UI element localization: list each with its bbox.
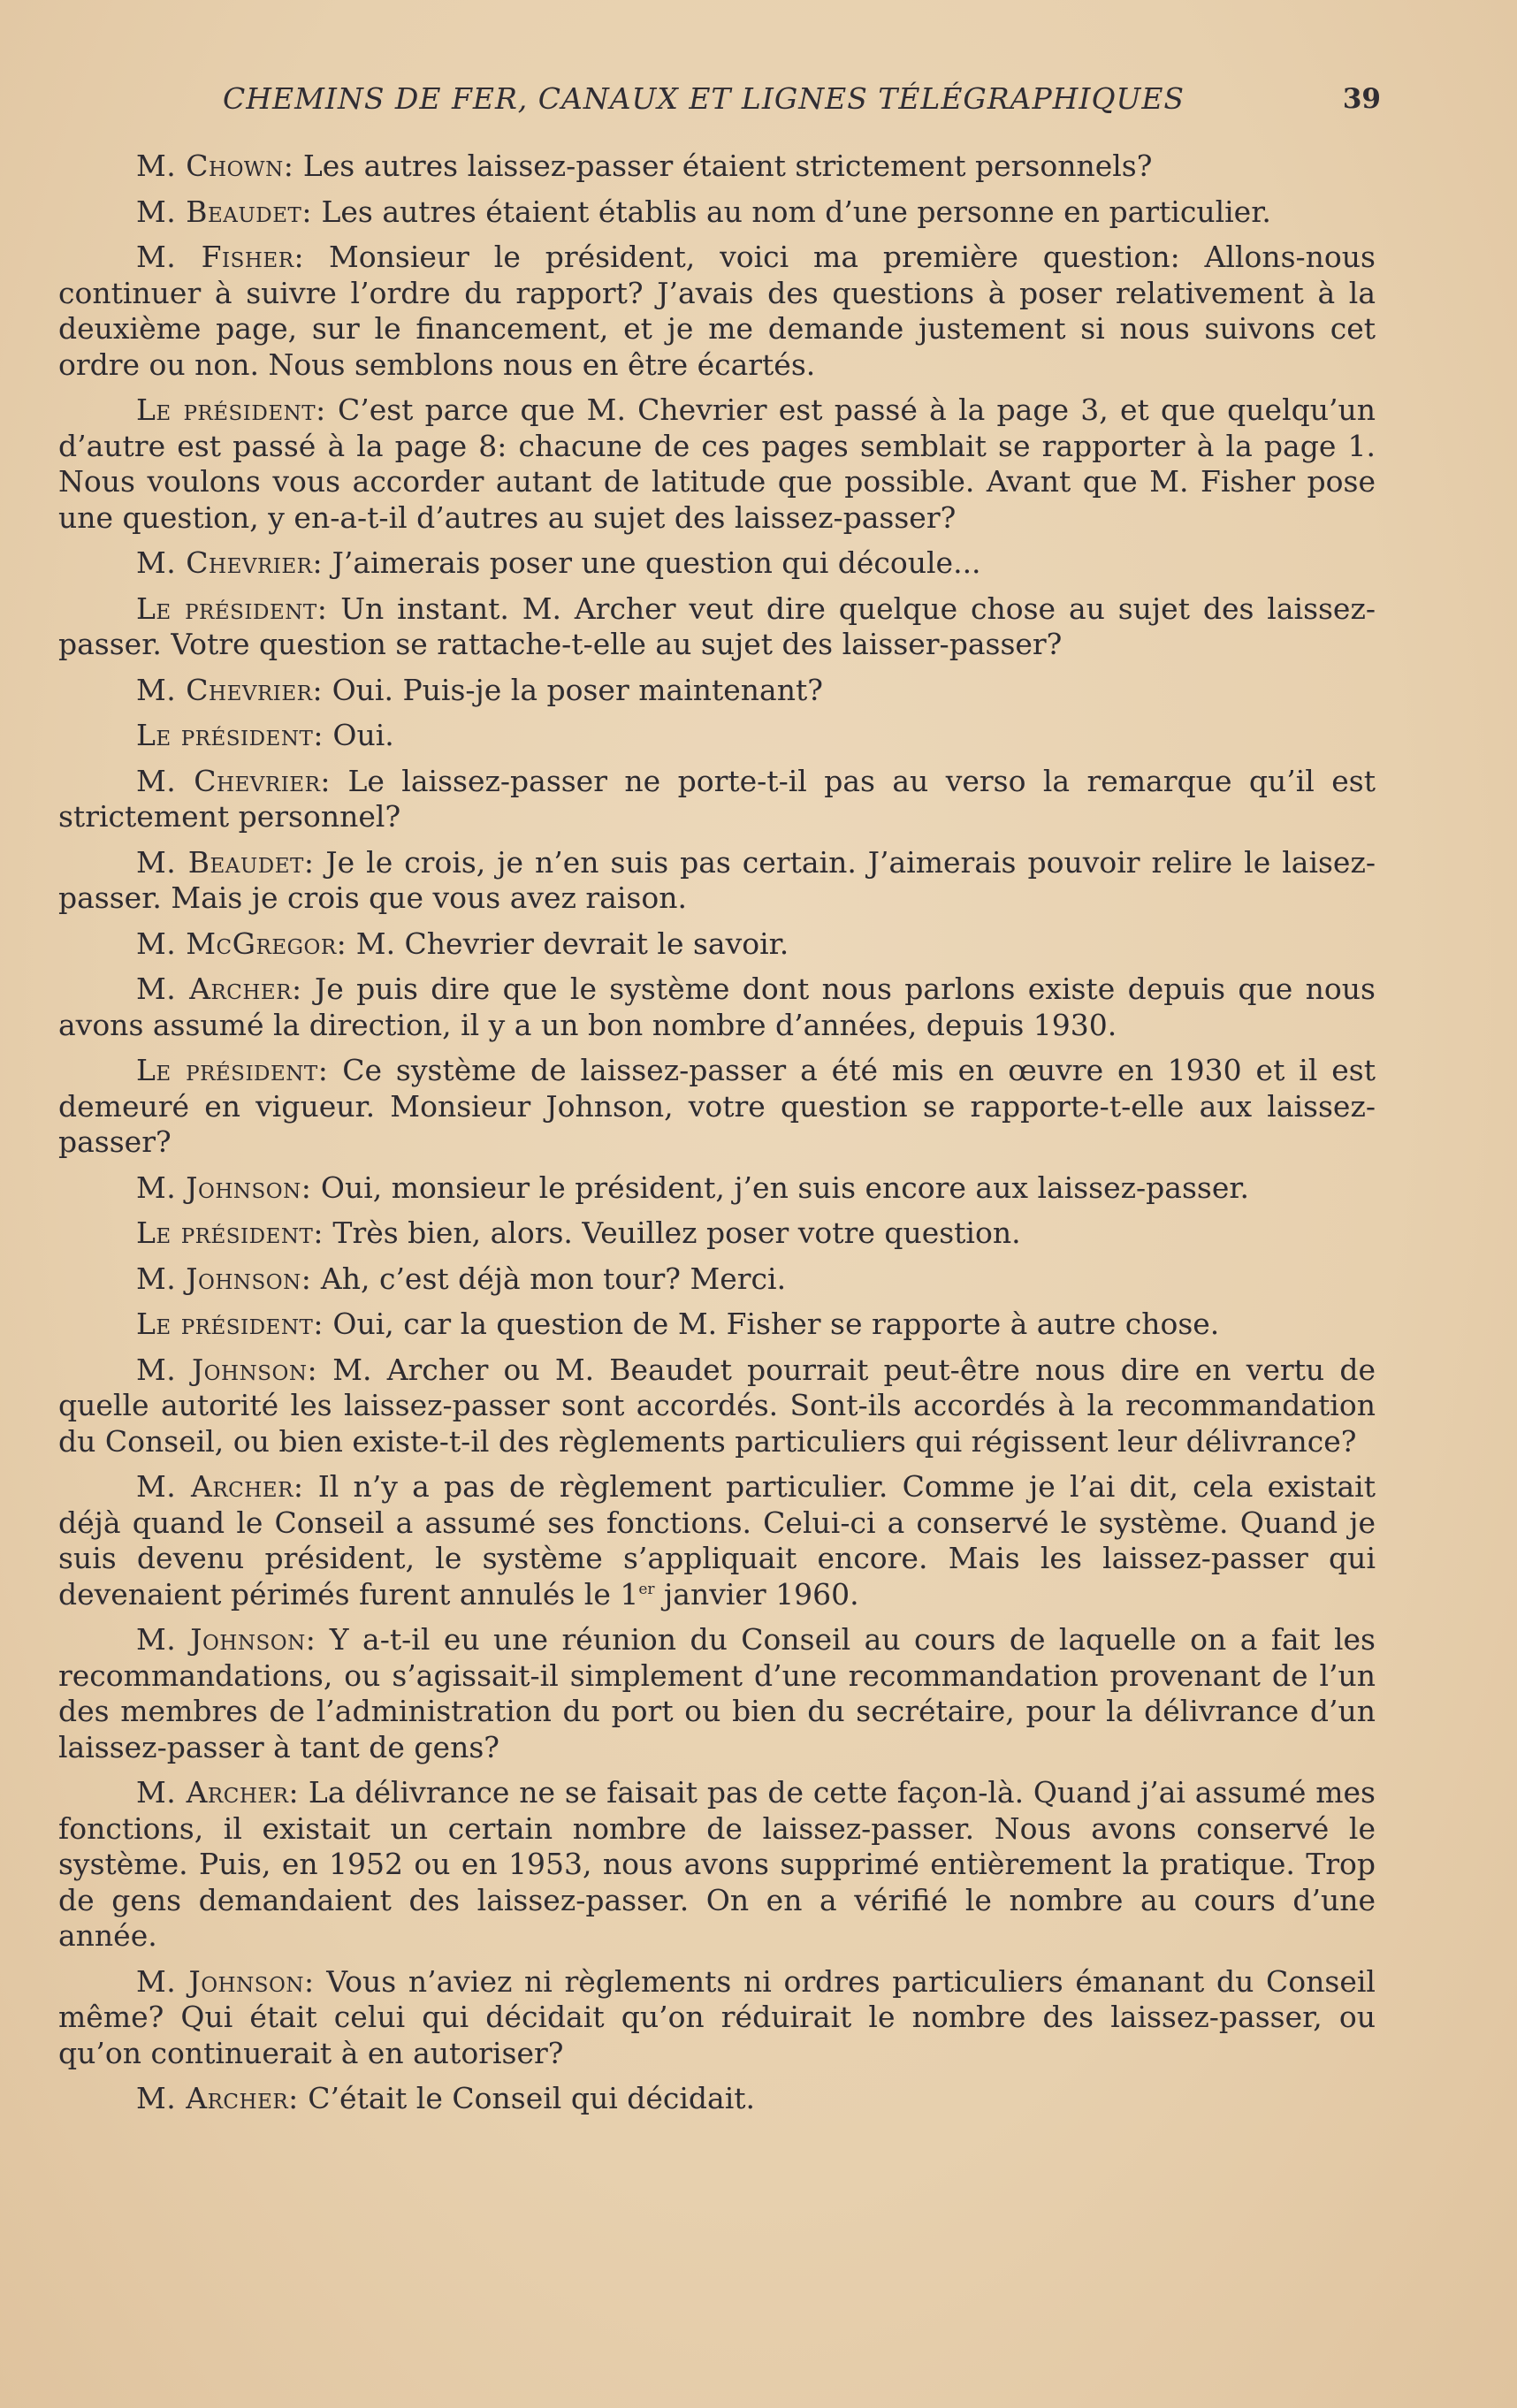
speech-text: Le laissez-passer ne porte-t-il pas au verso la remarque qu’il est strictement personnel? <box>58 763 1376 834</box>
transcript-paragraph <box>58 1469 1376 1612</box>
speaker-name: Le président: <box>136 718 324 752</box>
speaker-name: M. Chevrier: <box>136 763 332 798</box>
transcript-paragraph <box>58 591 1376 663</box>
speaker-name: M. Archer: <box>136 1469 304 1504</box>
transcript-paragraph <box>58 194 1376 231</box>
speech-text: Oui. <box>323 718 394 752</box>
speech-text: M. Chevrier devrait le savoir. <box>347 926 789 961</box>
transcript-paragraph <box>58 1170 1376 1207</box>
speech-text: C’était le Conseil qui décidait. <box>298 2081 756 2115</box>
speaker-name: M. Johnson: <box>136 1261 312 1296</box>
speaker-name: Le président: <box>136 591 328 626</box>
speech-text: J’aimerais poser une question qui découle... <box>323 545 981 580</box>
speech-text: Je puis dire que le système dont nous parlons existe depuis que nous avons assumé la direction, il y a un bon nombre d’années, depuis 1930. <box>58 972 1376 1042</box>
speech-text: Monsieur le président, voici ma première question: Allons-nous continuer à suivre l’ordre du rapport? J’avais des questions à poser relativement à la deuxième page, sur le financement, et je me demande justement si nous suivons cet ordre ou non. Nous semblons nous en être écartés. <box>58 240 1376 382</box>
transcript-paragraph <box>58 1215 1376 1252</box>
page-header <box>223 81 1381 126</box>
speaker-name: Le président: <box>136 1053 329 1087</box>
speaker-name: M. Beaudet: <box>136 194 312 229</box>
transcript-paragraph <box>58 545 1376 582</box>
transcript-body <box>58 149 1376 2127</box>
transcript-paragraph <box>58 972 1376 1043</box>
ordinal-superscript: er <box>638 1580 655 1598</box>
speaker-name: M. Archer: <box>136 2081 299 2115</box>
speech-text: M. Archer ou M. Beaudet pourrait peut-être nous dire en vertu de quelle autorité les laissez-passer sont accordés. Sont-ils accordés à la recommandation du Conseil, ou bien existe-t-il des règlements particuliers qui régissent leur délivrance? <box>58 1352 1376 1459</box>
speaker-name: Le président: <box>136 1215 324 1250</box>
transcript-paragraph <box>58 1964 1376 2072</box>
speaker-name: M. Johnson: <box>136 1352 318 1387</box>
speech-text: Oui, monsieur le président, j’en suis encore aux laissez-passer. <box>311 1170 1249 1205</box>
transcript-paragraph <box>58 1307 1376 1343</box>
speech-text: Y a-t-il eu une réunion du Conseil au cours de laquelle on a fait les recommandations, ou s’agissait-il simplement d’une recommandation provenant de l’un des membres de l’administration du port ou bien du secrétaire, pour la délivrance d’un laissez-passer à tant de gens? <box>58 1622 1376 1764</box>
speaker-name: M. Chown: <box>136 149 294 183</box>
transcript-paragraph <box>58 673 1376 709</box>
transcript-paragraph <box>58 764 1376 835</box>
transcript-paragraph <box>58 2081 1376 2117</box>
speaker-name: Le président: <box>136 1307 324 1341</box>
speaker-name: M. Chevrier: <box>136 545 324 580</box>
transcript-paragraph <box>58 1353 1376 1460</box>
transcript-paragraph <box>58 392 1376 536</box>
speech-text: Ce système de laissez-passer a été mis en œuvre en 1930 et il est demeuré en vigueur. Monsieur Johnson, votre question se rapporte-t-elle aux laissez-passer? <box>58 1053 1376 1159</box>
speech-text: Les autres étaient établis au nom d’une personne en particulier. <box>312 194 1271 229</box>
transcript-paragraph <box>58 149 1376 185</box>
speech-text: Très bien, alors. Veuillez poser votre question. <box>323 1215 1021 1250</box>
speech-text: La délivrance ne se faisait pas de cette façon-là. Quand j’ai assumé mes fonctions, il existait un certain nombre de laissez-passer. Nous avons conservé le système. Puis, en 1952 ou en 1953, nous avons supprimé entièrement la pratique. Trop de gens demandaient des laissez-passer. On en a vérifié le nombre au cours d’une année. <box>58 1775 1376 1953</box>
speaker-name: Le président: <box>136 392 326 427</box>
speaker-name: M. Johnson: <box>136 1622 316 1657</box>
speech-text: Ah, c’est déjà mon tour? Merci. <box>311 1261 787 1296</box>
speech-text: Un instant. M. Archer veut dire quelque chose au sujet des laissez-passer. Votre question se rattache-t-elle au sujet des laisser-passer? <box>58 591 1376 661</box>
transcript-paragraph <box>58 1775 1376 1955</box>
speaker-name: M. McGregor: <box>136 926 347 961</box>
transcript-paragraph <box>58 926 1376 963</box>
speaker-name: M. Archer: <box>136 972 302 1006</box>
speech-text: Oui. Puis-je la poser maintenant? <box>323 672 823 707</box>
transcript-paragraph <box>58 1261 1376 1298</box>
speech-text-tail: janvier 1960. <box>654 1576 859 1612</box>
speaker-name: M. Johnson: <box>136 1963 315 1999</box>
speaker-name: M. Archer: <box>136 1775 300 1810</box>
speech-text: Les autres laissez-passer étaient strictement personnels? <box>293 149 1153 183</box>
transcript-paragraph <box>58 1053 1376 1161</box>
speech-text: C’est parce que M. Chevrier est passé à la page 3, et que quelqu’un d’autre est passé à la page 8: chacune de ces pages semblait se rapporter à la page 1. Nous voulons vous accorder autant de latitude que possible. Avant que M. Fisher pose une question, y en-a-t-il d’autres au sujet des laissez-passer? <box>58 392 1376 535</box>
speaker-name: M. Johnson: <box>136 1170 312 1205</box>
speaker-name: M. Beaudet: <box>136 844 315 880</box>
speech-text: Il n’y a pas de règlement particulier. Comme je l’ai dit, cela existait déjà quand le Conseil a assumé ses fonctions. Celui-ci a conservé le système. Quand je suis devenu président, le système s’appliquait encore. Mais les laissez-passer qui devenaient périmés furent annulés le 1 <box>58 1469 1376 1612</box>
speech-text: Oui, car la question de M. Fisher se rapporte à autre chose. <box>323 1307 1220 1341</box>
page-number: 39 <box>1342 83 1381 115</box>
speech-text: Je le crois, je n’en suis pas certain. J’aimerais pouvoir relire le laisez-passer. Mais je crois que vous avez raison. <box>58 844 1376 915</box>
speaker-name: M. Chevrier: <box>136 672 324 707</box>
transcript-paragraph <box>58 718 1376 754</box>
running-title: CHEMINS DE FER, CANAUX ET LIGNES TÉLÉGRAPHIQUES <box>223 81 1185 116</box>
speech-text: Vous n’aviez ni règlements ni ordres particuliers émanant du Conseil même? Qui était celui qui décidait qu’on réduirait le nombre des laissez-passer, ou qu’on continuerait à en autoriser? <box>58 1963 1376 2070</box>
transcript-paragraph <box>58 240 1376 383</box>
transcript-paragraph <box>58 845 1376 917</box>
transcript-paragraph <box>58 1622 1376 1765</box>
speaker-name: M. Fisher: <box>136 240 305 274</box>
